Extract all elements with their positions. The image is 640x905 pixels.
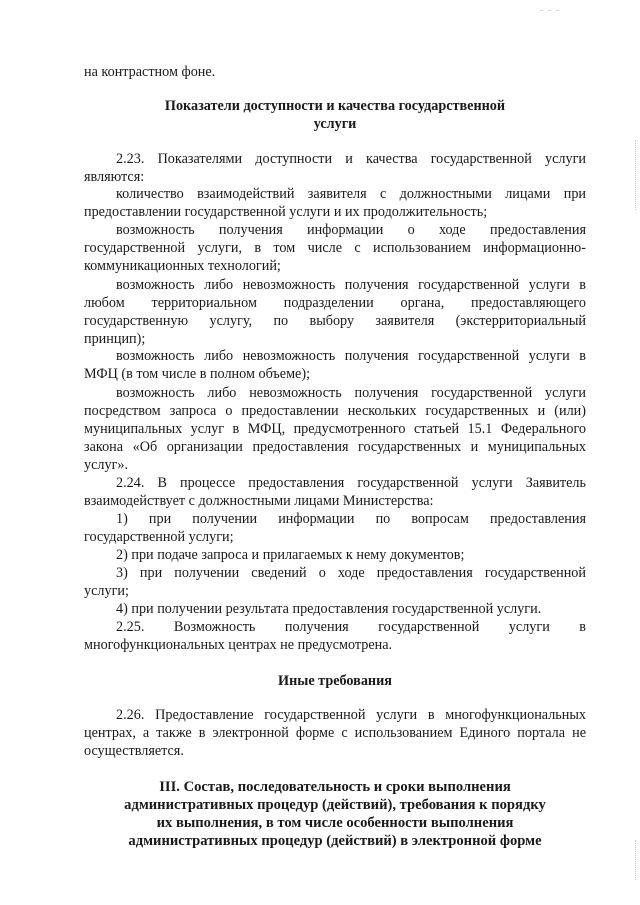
chapter-heading: III. Состав, последовательность и сроки выполнения (159, 779, 511, 795)
paragraph-line: многофункциональных центрах не предусмотрена. (84, 637, 393, 653)
paragraph-line: возможность либо невозможность получения государственной услуги в (116, 277, 586, 293)
paragraph-line: являются: (84, 169, 145, 185)
chapter-heading: административных процедур (действий), требования к порядку (124, 797, 546, 813)
paragraph-line: государственной услуги, в том числе с использованием информационно- (84, 240, 586, 256)
section-heading: Иные требования (278, 673, 392, 689)
paragraph-line: 2) при подаче запроса и прилагаемых к нему документов; (116, 547, 465, 563)
chapter-heading: административных процедур (действий) в электронной форме (128, 833, 542, 849)
scan-edge-mark (634, 140, 636, 210)
paragraph-line: 1) при получении информации по вопросам предоставления (116, 511, 586, 527)
paragraph-line: 2.24. В процессе предоставления государственной услуги Заявитель (116, 475, 586, 491)
scan-edge-mark (634, 840, 636, 880)
paragraph-line: 2.23. Показателями доступности и качества государственной услуги (116, 151, 586, 167)
paragraph-line: посредством запроса о предоставлении нескольких государственных и (или) (84, 403, 586, 419)
paragraph-line: муниципальных услуг в МФЦ, предусмотренного статьей 15.1 Федерального (84, 421, 586, 437)
section-heading: услуги (313, 116, 357, 132)
paragraph-line: 2.26. Предоставление государственной услуги в многофункциональных (116, 707, 586, 723)
paragraph-line: принцип); (84, 331, 146, 347)
paragraph-line: государственную услугу, по выбору заявителя (экстерриториальный (84, 313, 586, 329)
paragraph-line: возможность либо невозможность получения государственной услуги в (116, 348, 586, 364)
scan-mark (548, 10, 551, 11)
paragraph-line: осуществляется. (84, 743, 184, 759)
paragraph-line: коммуникационных технологий; (84, 258, 281, 274)
paragraph-line: 3) при получении сведений о ходе предоставления государственной (116, 565, 586, 581)
paragraph-line: 4) при получении результата предоставления государственной услуги. (116, 601, 542, 617)
paragraph-line: на контрастном фоне. (84, 64, 216, 80)
scan-mark (540, 10, 543, 11)
paragraph-line: взаимодействует с должностными лицами Министерства: (84, 493, 434, 509)
paragraph-line: возможность либо невозможность получения государственной услуги (116, 385, 586, 401)
paragraph-line: любом территориальном подразделении органа, предоставляющего (84, 295, 586, 311)
section-heading: Показатели доступности и качества государственной (164, 98, 506, 114)
paragraph-line: закона «Об организации предоставления государственных и муниципальных (84, 439, 586, 455)
paragraph-line: государственной услуги; (84, 529, 234, 545)
paragraph-line: предоставлении государственной услуги и их продолжительность; (84, 204, 488, 220)
chapter-heading: их выполнения, в том числе особенности выполнения (156, 815, 514, 831)
paragraph-line: центрах, а также в электронной форме с использованием Единого портала не (84, 725, 586, 741)
paragraph-line: МФЦ (в том числе в полном объеме); (84, 366, 311, 382)
paragraph-line: количество взаимодействий заявителя с должностными лицами при (116, 186, 586, 202)
scan-mark (556, 10, 559, 11)
paragraph-line: услуги; (84, 583, 129, 599)
paragraph-line: 2.25. Возможность получения государственной услуги в (116, 619, 586, 635)
paragraph-line: услуг». (84, 457, 129, 473)
paragraph-line: возможность получения информации о ходе предоставления (116, 222, 586, 238)
